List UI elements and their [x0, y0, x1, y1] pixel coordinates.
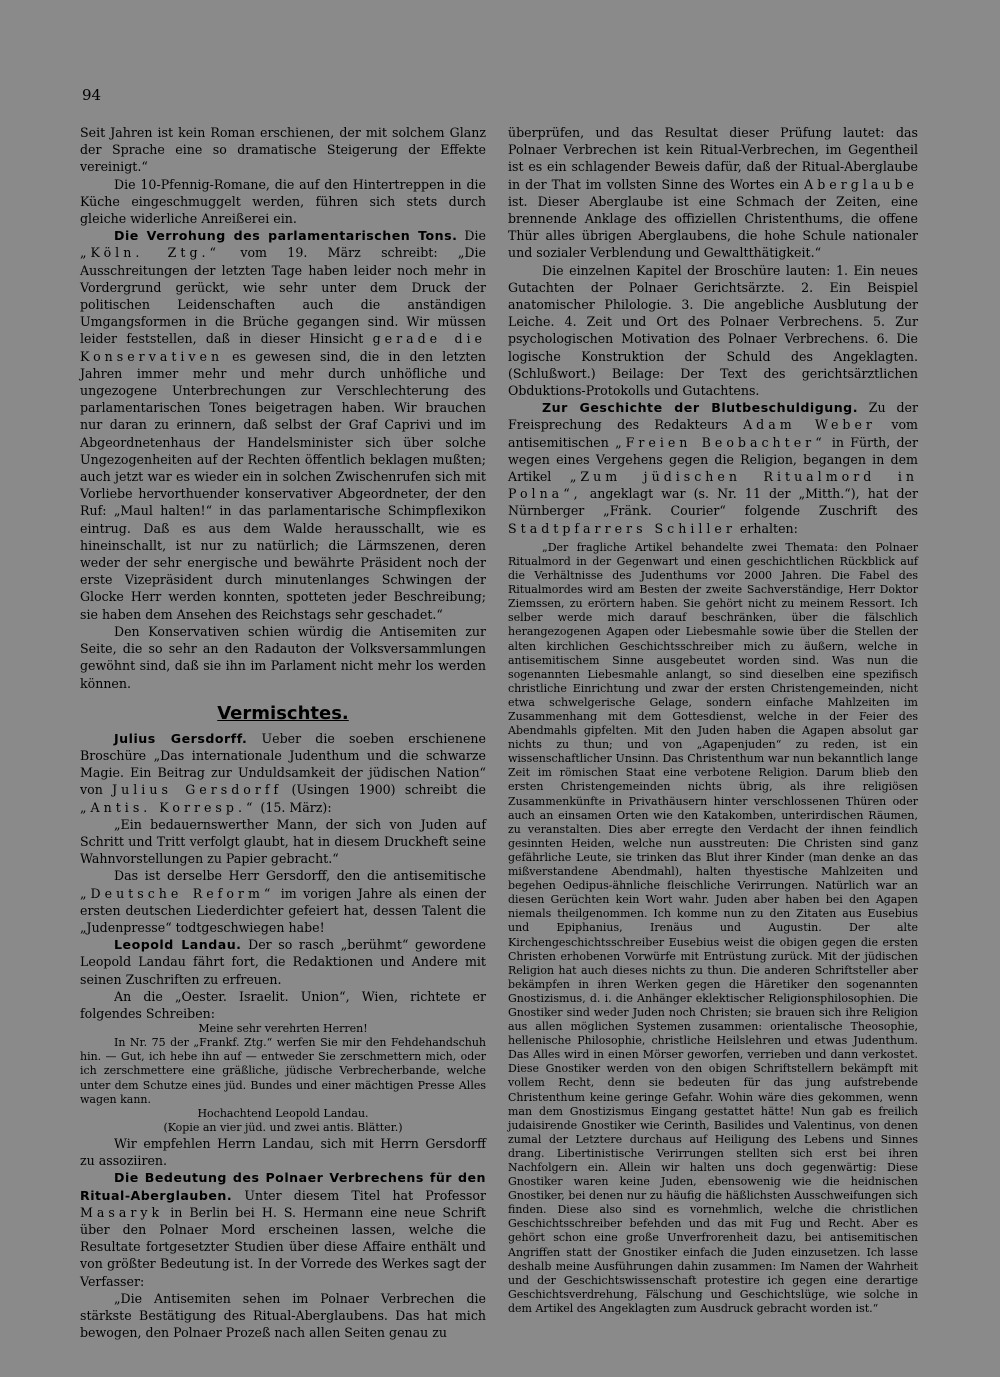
text: Die — [464, 228, 486, 244]
article — [80, 936, 486, 988]
text: überprüfen, und das Resultat dieser Prüfung lautet: das Polnaer Verbrechen ist kein Ritual-Verbrechen, im Gegentheil ist es ein schlagender Beweis dafür, daß der Ritual-Aberglaube in der That im vollsten Sinne des Wortes ein — [508, 125, 918, 192]
page-number: 94 — [82, 86, 102, 104]
article-heading: Zur Geschichte der Blutbeschuldigung. — [542, 400, 858, 416]
article-heading: Julius Gersdorff. — [114, 730, 248, 746]
article-heading: Die Bedeutung des Polnaer Verbrechens für den Ritual-Aberglauben. — [80, 1170, 486, 1203]
spaced-text: Masaryk — [80, 1204, 164, 1220]
spaced-text: Adam Weber — [743, 417, 876, 433]
spaced-text: „Köln. Ztg.“ — [80, 245, 220, 261]
letter-body: In Nr. 75 der „Frankf. Ztg.“ werfen Sie mir den Fehdehandschuh hin. — Gut, ich hebe ihn auf — entweder Sie zerschmettern mich, oder ich zerschmettere eine gräßliche, jüdische Verbrecherbande, welche unter dem Schutze eines jüd. Bundes und einer mächtigen Presse Alles wagen kann. — [80, 1036, 486, 1106]
paragraph: Seit Jahren ist kein Roman erschienen, der mit solchem Glanz der Sprache eine so dramatische Steigerung der Effekte vereinigt.“ — [80, 125, 486, 175]
spaced-text: Julius Gersdorff — [112, 782, 283, 798]
text: in Berlin bei H. S. Hermann eine neue Schrift über den Polnaer Mord erscheinen lassen, welche die Resultate fortgesetzter Studien über diese Affaire enthält und von größter Bedeutung ist. In der Vorrede des Werkes sagt der Verfasser: — [80, 1204, 486, 1289]
paragraph: Wir empfehlen Herrn Landau, sich mit Herrn Gersdorff zu assoziiren. — [80, 1135, 486, 1169]
spaced-text: „Freien Beobachter“ — [615, 434, 826, 450]
paragraph: Die einzelnen Kapitel der Broschüre lauten: 1. Ein neues Gutachten der Polnaer Gerichtsärzte. 2. Ein Beispiel anatomischer Philologie. 3. Die angebliche Ausblutung der Leiche. 4. Zeit und Ort des Polnaer Verbrechens. 5. Zur psychologischen Motivation des Polnaer Verbrechens. 6. Die logische Konstruktion der Schuld des Angeklagten. (Schlußwort.) Beilage: Der Text des gerichtsärztlichen Obduktions-Protokolls und Gutachtens. — [508, 262, 918, 399]
paragraph — [80, 867, 486, 936]
spaced-text: „Zum jüdischen Ritualmord in Polna“, — [508, 469, 918, 502]
section-heading: Vermischtes. — [217, 702, 349, 724]
text: ist. Dieser Aberglaube ist eine Schmach der Zeiten, eine brennende Anklage des offiziellen Christenthums, die offene Thür alles übrigen Aberglaubens, die hohe Schule nationaler und sozialer Verblendung und Gewaltthätigkeit.“ — [508, 193, 918, 261]
article — [508, 399, 918, 537]
paragraph: „Die Antisemiten sehen im Polnaer Verbrechen die stärkste Bestätigung des Ritual-Aberglaubens. Das hat mich bewogen, den Polnaer Prozeß nach allen Seiten genau zu — [80, 1290, 486, 1341]
text: vom antisemitischen — [508, 417, 918, 450]
text: es gewesen sind, die in den letzten Jahren immer mehr und mehr durch unhöfliche und ungezogene Unterbrechungen zur Verschlechterung des parlamentarischen Tones beigetragen haben. Wir brauchen nur daran zu erinnern, daß selbst der Graf Caprivi und im Abgeordnetenhaus der Handelsminister sich über solche Ungezogenheiten auf der Rechten öffentlich beklagen mußten; auch jetzt war es wieder ein in solchen Zwischenrufen sich mit Vorliebe hervorthuender konservativer Abgeordneter, der den Ruf: „Maul halten!“ in das parlamentarische Schimpflexikon eintrug. Daß es aus dem Walde herausschallt, wie es hineinschallt, ist nur zu natürlich; die Lärmszenen, deren weder der sehr energische und bewährte Präsident noch der erste Vizepräsident durch minutenlanges Schwingen der Glocke Herr werden konnten, spotteten jeder Beschreibung; sie haben dem Ansehen des Reichstags sehr geschadet.“ — [80, 348, 486, 622]
left-column — [80, 124, 486, 1341]
right-column — [508, 124, 918, 1316]
article-heading: Die Verrohung des parlamentarischen Tons. — [114, 228, 458, 244]
spaced-text: gerade die Konservativen — [80, 331, 486, 364]
text: vom 19. März schreibt: „Die Ausschreitungen der letzten Tage haben leider noch mehr in Vordergrund gerückt, wie sehr unter dem Druck der politischen Leidenschaften auch die anständigen Umgangsformen in die Brüche gegangen sind. Wir müssen leider feststellen, daß in dieser Hinsicht — [80, 245, 486, 347]
paragraph: „Ein bedauernswerther Mann, der sich von Juden auf Schritt und Tritt verfolgt glaubt, hat in diesem Druckheft seine Wahnvorstellungen zu Papier gebracht.“ — [80, 816, 486, 867]
spaced-text: „Deutsche Reform“ — [80, 885, 275, 901]
text: (15. März): — [260, 799, 332, 815]
letter-signature: Hochachtend Leopold Landau. — [197, 1106, 369, 1120]
text: Unter diesem Titel hat Professor — [244, 1187, 486, 1203]
spaced-text: Aberglaube — [804, 176, 918, 192]
text: in Fürth, der wegen eines Vergehens gegen die Religion, begangen in dem Artikel — [508, 434, 918, 485]
article — [80, 227, 486, 623]
paragraph: An die „Oester. Israelit. Union“, Wien, richtete er folgendes Schreiben: — [80, 988, 486, 1021]
text: angeklagt war (s. Nr. 11 der „Mitth.“), hat der Nürnberger „Fränk. Courier“ folgende Zuschrift des — [508, 486, 918, 519]
letter-note: (Kopie an vier jüd. und zwei antis. Blätter.) — [163, 1120, 403, 1134]
quoted-letter: „Der fragliche Artikel behandelte zwei Themata: den Polnaer Ritualmord in der Gegenwart und einen geschichtlichen Rückblick auf die Verhältnisse des Judenthums vor 2000 Jahren. Die Fabel des Ritualmordes wird am Besten der zweite Sachverständige, Herr Doktor Ziemssen, zu erörtern haben. Sie gehört nicht zu meinem Ressort. Ich selber werde mich darauf beschränken, über die fälschlich herangezogenen Agapen oder Liebesmahle sowie über die Stellen der alten kirchlichen Geschichtsschreiber mich zu äußern, welche in antisemitischem Sinne ausgebeutet worden sind. Was nun die sogenannten Liebesmahle anlangt, so sind dieselben eine spezifisch christliche Einrichtung und zwar der ersten Christengemeinden, nicht etwa schwelgerische Gelage, sondern einfache Mahlzeiten im Zusammenhang mit dem Gottesdienst, welche in der Feier des Abendmahls gipfelten. Mit den Juden haben die Agapen absolut gar nichts zu thun; und von „Agapenjuden“ zu reden, ist ein wissenschaftlicher Unsinn. Das Christenthum war nun bekanntlich lange Zeit im römischen Staat eine verbotene Religion. Darum blieb den ersten Christengemeinden nichts übrig, als ihre religiösen Zusammenkünfte in Privathäusern hinter verschlossenen Thüren oder auch an einsamen Orten wie den Katakomben, unterirdischen Räumen, zu veranstalten. Dies aber erregte den Verdacht der ihnen feindlich gesinnten Heiden, welche nun ausstreuten: Die Christen sind ganz gefährliche Leute, sie trinken das Blut ihrer Kinder (man denke an das mißverstandene Abendmahl), halten thyestische Mahlzeiten und begehen Oedipus-ähnliche fleischliche Verirrungen. Natürlich war an diesen Gerüchten kein Wort wahr. Juden aber haben bei den Agapen niemals theilgenommen. Ich komme nun zu den Zitaten aus Eusebius und Epiphanius, Irenäus und Augustin. Der alte Kirchengeschichtsschreiber Eusebius weist die obigen gegen die ersten Christen erhobenen Vorwürfe mit Entrüstung zurück. Mit der jüdischen Religion hat auch dieses nichts zu thun. Die anderen Schriftsteller aber bekämpfen in ihren Werken gegen die Häretiker den sogenannten Gnostizismus, d. i. die Anhänger eklektischer Religionsphilosophien. Die Gnostiker sind weder Juden noch Christen; sie brauen sich ihre Religion aus allen möglichen Systemen zusammen: orientalische Theosophie, hellenische Philosophie, christliche Heilslehren und etwas Judenthum. Das Alles wird in einen Mörser geworfen, verrieben und dann verkostet. Diese Gnostiker werden von den obigen Schriftstellern bekämpft mit vollem Recht, denn sie bedeuten für das jung aufstrebende Christenthum keine geringe Gefahr. Wohin wäre dies gekommen, wenn man dem Gnostizismus Eingang gestattet hätte! Nun gab es freilich judaisirende Gnostiker wie Cerinth, Basilides und Valentinus, von denen zumal der Letztere durchaus auf Heiligung des Lebens und Sinnes drang. Libertinistische Verirrungen stellten sich erst bei ihren Nachfolgern ein. Allein wir halten uns doch gegenwärtig: Diese Gnostiker waren keine Juden, ebensowenig wie die heidnischen Gnostiker, bei denen nur zu häufig die häßlichsten Ausschweifungen sich finden. Diese also sind es vornehmlich, welche die christlichen Geschichtsschreiber befehden und das mit Fug und Recht. Aber es gehört schon eine große Unverfrorenheit dazu, bei antisemitischen Angriffen statt der Gnostiker einfach die Juden einzusetzen. Ich lasse deshalb meine Ausführungen dahin zusammen: Im Namen der Wahrheit und der Geschichtswissenschaft protestire ich gegen eine derartige Geschichtsverdrehung, Fälschung und Geschichtslüge, wie solche in dem Artikel des Angeklagten zum Ausdruck gebracht worden ist.“ — [508, 540, 918, 1315]
text: Zu der Freisprechung des Redakteurs — [508, 400, 918, 433]
text: Das ist derselbe Herr Gersdorff, den die antisemitische — [114, 868, 486, 884]
paragraph: Den Konservativen schien würdig die Antisemiten zur Seite, die so sehr an den Radauton der Volksversammlungen gewöhnt sind, daß sie ihn im Parlament nicht mehr los werden können. — [80, 623, 486, 691]
article — [80, 1169, 486, 1289]
letter-salutation: Meine sehr verehrten Herren! — [198, 1022, 368, 1036]
text: im vorigen Jahre als einen der ersten deutschen Liederdichter gefeiert hat, dessen Talent die „Judenpresse“ todtgeschwiegen habe! — [80, 885, 486, 935]
paragraph — [508, 124, 918, 262]
text: Ueber die soeben erschienene Broschüre „Das internationale Judenthum und die schwarze Magie. Ein Beitrag zur Unduldsamkeit der jüdischen Nation“ von — [80, 730, 486, 798]
text: Der so rasch „berühmt“ gewordene Leopold Landau fährt fort, die Redaktionen und Andere mit seinen Zuschriften zu erfreuen. — [80, 937, 487, 987]
paragraph: Die 10-Pfennig-Romane, die auf den Hintertreppen in die Küche eingeschmuggelt werden, führen sich stets durch gleiche widerliche Anreißerei ein. — [80, 176, 486, 227]
spaced-text: „Antis. Korresp.“ — [80, 799, 257, 815]
spaced-text: Stadtpfarrers Schiller — [508, 520, 736, 536]
article — [80, 730, 486, 816]
text: (Usingen 1900) schreibt die — [291, 782, 486, 798]
article-heading: Leopold Landau. — [114, 937, 242, 953]
text: erhalten: — [739, 520, 798, 536]
